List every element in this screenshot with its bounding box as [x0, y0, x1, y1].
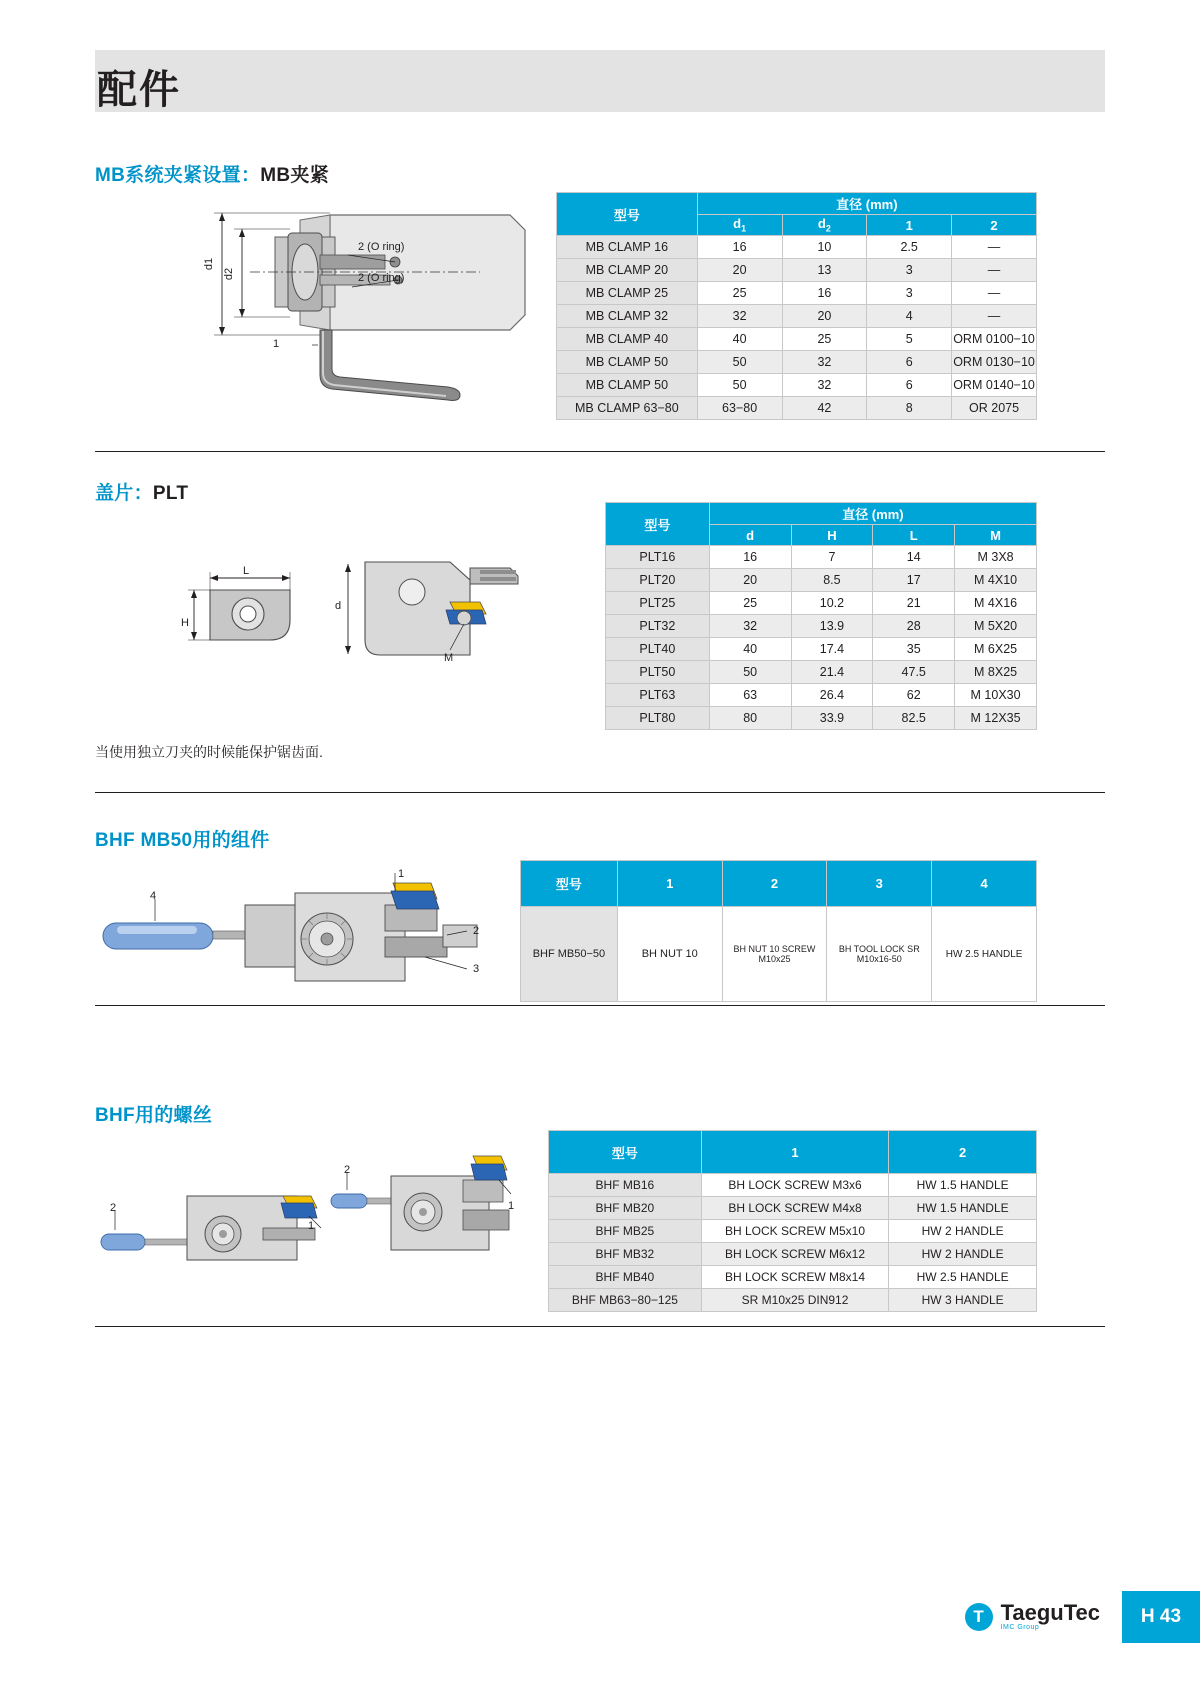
cell: 28	[873, 615, 955, 638]
section-title-mb-clamp-dark: MB夹紧	[260, 165, 329, 186]
mb-th-d2: $d_2$	[782, 215, 867, 236]
screw-th-1: 1	[701, 1131, 889, 1174]
cell: HW 2.5 HANDLE	[889, 1266, 1037, 1289]
label-plt-M: M	[444, 652, 454, 664]
bhf50-th-2: 2	[722, 861, 827, 907]
cell: 6	[867, 374, 952, 397]
cell: 25	[709, 592, 791, 615]
cell-model: MB CLAMP 40	[557, 328, 698, 351]
divider-3	[95, 1005, 1105, 1006]
mb-clamp-diagram	[180, 195, 540, 430]
cell: 25	[782, 328, 867, 351]
cell: HW 2 HANDLE	[889, 1220, 1037, 1243]
cell: 35	[873, 638, 955, 661]
label-plt-H: H	[181, 617, 189, 629]
cell: 5	[867, 328, 952, 351]
cell: M 12X35	[955, 707, 1037, 730]
section-title-plt	[95, 478, 188, 505]
bhf-screw-diagram	[95, 1150, 545, 1290]
label-bhf-three: 3	[473, 963, 480, 975]
table-row	[549, 1220, 1037, 1243]
label-d2: d2	[223, 267, 236, 281]
cell: BH TOOL LOCK SR M10x16-50	[827, 907, 932, 1002]
brand-name: TaeguTec	[1000, 1600, 1100, 1625]
cell: M 3X8	[955, 546, 1037, 569]
screw-th-2: 2	[889, 1131, 1037, 1174]
cell-model: BHF MB16	[549, 1174, 702, 1197]
cell: ORM 0130−10	[952, 351, 1037, 374]
cell: 32	[782, 374, 867, 397]
table-row	[606, 546, 1037, 569]
cell: BH LOCK SCREW M6x12	[701, 1243, 889, 1266]
section-title-bhf-mb50: BHF MB50用的组件	[95, 830, 270, 851]
cell: 8.5	[791, 569, 873, 592]
cell: M 8X25	[955, 661, 1037, 684]
cell-model: PLT40	[606, 638, 710, 661]
table-row	[557, 305, 1037, 328]
cell: BH LOCK SCREW M4x8	[701, 1197, 889, 1220]
cell: 10.2	[791, 592, 873, 615]
cell: 13.9	[791, 615, 873, 638]
section-title-mb-clamp-blue: MB系统夹紧设置：	[95, 165, 261, 186]
cell: 42	[782, 397, 867, 420]
cell: 16	[697, 236, 782, 259]
table-row	[606, 592, 1037, 615]
plt-th-M: M	[955, 525, 1037, 546]
cell: HW 2.5 HANDLE	[932, 907, 1037, 1002]
cell: SR M10x25 DIN912	[701, 1289, 889, 1312]
cell: 17	[873, 569, 955, 592]
cell: M 4X16	[955, 592, 1037, 615]
cell-model: BHF MB63−80−125	[549, 1289, 702, 1312]
label-d1: d1	[203, 257, 216, 271]
section-title-plt-dark: PLT	[152, 483, 189, 504]
cell: BH LOCK SCREW M8x14	[701, 1266, 889, 1289]
mb-th-2: 2	[952, 215, 1037, 236]
cell: M 6X25	[955, 638, 1037, 661]
cell: —	[952, 305, 1037, 328]
table-row	[606, 615, 1037, 638]
cell: HW 2 HANDLE	[889, 1243, 1037, 1266]
cell-model: MB CLAMP 20	[557, 259, 698, 282]
cell: 6	[867, 351, 952, 374]
cell: 32	[697, 305, 782, 328]
section-title-plt-blue: 盖片：	[95, 483, 153, 504]
mb-clamp-table	[556, 192, 1037, 420]
cell: BH NUT 10 SCREW M10x25	[722, 907, 827, 1002]
table-row	[521, 907, 1037, 1002]
bhf50-th-model: 型号	[521, 861, 618, 907]
page-number-tab: H 43	[1122, 1591, 1200, 1643]
label-screw-one-left: 1	[308, 1220, 315, 1232]
cell-model: PLT25	[606, 592, 710, 615]
label-screw-one-right: 1	[508, 1200, 515, 1212]
cell: 20	[709, 569, 791, 592]
cell: 62	[873, 684, 955, 707]
table-row	[549, 1174, 1037, 1197]
divider-2	[95, 792, 1105, 793]
cell: OR 2075	[952, 397, 1037, 420]
footer-logo	[965, 1602, 1100, 1631]
bhf-mb50-table	[520, 860, 1037, 1002]
bhf50-th-1: 1	[617, 861, 722, 907]
divider-1	[95, 451, 1105, 452]
table-row	[606, 661, 1037, 684]
cell-model: PLT16	[606, 546, 710, 569]
cell-model: BHF MB32	[549, 1243, 702, 1266]
cell-model: MB CLAMP 25	[557, 282, 698, 305]
table-row	[606, 638, 1037, 661]
cell: 32	[782, 351, 867, 374]
cell: 25	[697, 282, 782, 305]
header-band	[95, 50, 1105, 112]
cell-model: MB CLAMP 63−80	[557, 397, 698, 420]
table-row	[557, 351, 1037, 374]
label-plt-d: d	[335, 600, 342, 612]
label-bhf-two: 2	[473, 925, 480, 937]
table-row	[606, 684, 1037, 707]
cell: M 4X10	[955, 569, 1037, 592]
table-row	[557, 374, 1037, 397]
label-bhf-four: 4	[150, 890, 157, 902]
table-row	[549, 1266, 1037, 1289]
brand-subtitle: IMC Group	[1000, 1624, 1040, 1631]
plt-diagram	[150, 540, 570, 700]
label-screw-two-left: 2	[110, 1202, 117, 1214]
cell: 82.5	[873, 707, 955, 730]
cell: HW 3 HANDLE	[889, 1289, 1037, 1312]
cell-model: BHF MB50−50	[521, 907, 618, 1002]
table-row	[549, 1289, 1037, 1312]
mb-th-d1: $d_1$	[697, 215, 782, 236]
label-plt-L: L	[243, 565, 250, 577]
cell: 3	[867, 259, 952, 282]
label-mb-one: 1	[273, 338, 280, 350]
cell-model: PLT32	[606, 615, 710, 638]
cell: 3	[867, 282, 952, 305]
table-row	[557, 259, 1037, 282]
table-row	[557, 328, 1037, 351]
cell: 26.4	[791, 684, 873, 707]
cell: HW 1.5 HANDLE	[889, 1174, 1037, 1197]
cell: 13	[782, 259, 867, 282]
bhf50-th-3: 3	[827, 861, 932, 907]
cell: BH LOCK SCREW M3x6	[701, 1174, 889, 1197]
cell: 47.5	[873, 661, 955, 684]
mb-th-model: 型号	[557, 193, 698, 236]
cell: 33.9	[791, 707, 873, 730]
plt-th-L: L	[873, 525, 955, 546]
cell: HW 1.5 HANDLE	[889, 1197, 1037, 1220]
cell: 80	[709, 707, 791, 730]
plt-th-group: 直径 (mm)	[709, 503, 1036, 525]
page-title: 配件	[97, 68, 181, 112]
cell-model: PLT20	[606, 569, 710, 592]
label-oring-bottom: 2 (O ring)	[358, 272, 405, 284]
cell: 14	[873, 546, 955, 569]
cell-model: PLT80	[606, 707, 710, 730]
cell: 32	[709, 615, 791, 638]
cell: 21	[873, 592, 955, 615]
plt-table	[605, 502, 1037, 730]
cell: 40	[709, 638, 791, 661]
cell-model: MB CLAMP 32	[557, 305, 698, 328]
table-row	[606, 707, 1037, 730]
plt-note: 当使用独立刀夹的时候能保护锯齿面.	[95, 744, 323, 760]
table-row	[557, 236, 1037, 259]
screw-th-model: 型号	[549, 1131, 702, 1174]
label-bhf-one: 1	[398, 868, 405, 880]
cell: 20	[782, 305, 867, 328]
table-row	[557, 397, 1037, 420]
cell: 7	[791, 546, 873, 569]
divider-4	[95, 1326, 1105, 1327]
cell: 4	[867, 305, 952, 328]
cell: 20	[697, 259, 782, 282]
section-title-bhf-screw: BHF用的螺丝	[95, 1105, 213, 1126]
cell: 63−80	[697, 397, 782, 420]
cell: —	[952, 236, 1037, 259]
cell: 63	[709, 684, 791, 707]
cell: 10	[782, 236, 867, 259]
table-row	[549, 1243, 1037, 1266]
cell-model: BHF MB20	[549, 1197, 702, 1220]
cell-model: BHF MB40	[549, 1266, 702, 1289]
plt-th-d: d	[709, 525, 791, 546]
cell: BH NUT 10	[617, 907, 722, 1002]
section-title-mb-clamp	[95, 160, 329, 187]
cell-model: MB CLAMP 50	[557, 374, 698, 397]
cell: M 10X30	[955, 684, 1037, 707]
taegutec-logo-icon: T	[965, 1603, 993, 1631]
cell-model: MB CLAMP 50	[557, 351, 698, 374]
cell-model: PLT50	[606, 661, 710, 684]
cell: BH LOCK SCREW M5x10	[701, 1220, 889, 1243]
table-row	[557, 282, 1037, 305]
label-screw-two-right: 2	[344, 1164, 351, 1176]
cell: M 5X20	[955, 615, 1037, 638]
cell-model: BHF MB25	[549, 1220, 702, 1243]
cell: 50	[697, 351, 782, 374]
cell: 16	[782, 282, 867, 305]
plt-th-model: 型号	[606, 503, 710, 546]
cell-model: PLT63	[606, 684, 710, 707]
mb-th-group: 直径 (mm)	[697, 193, 1036, 215]
cell: 17.4	[791, 638, 873, 661]
cell: 8	[867, 397, 952, 420]
cell: ORM 0100−10	[952, 328, 1037, 351]
cell: 40	[697, 328, 782, 351]
cell: 16	[709, 546, 791, 569]
cell: 50	[697, 374, 782, 397]
cell: 50	[709, 661, 791, 684]
table-row	[549, 1197, 1037, 1220]
cell: —	[952, 259, 1037, 282]
cell-model: MB CLAMP 16	[557, 236, 698, 259]
cell: —	[952, 282, 1037, 305]
bhf50-th-4: 4	[932, 861, 1037, 907]
plt-th-H: H	[791, 525, 873, 546]
cell: 21.4	[791, 661, 873, 684]
cell: 2.5	[867, 236, 952, 259]
label-oring-top: 2 (O ring)	[358, 241, 405, 253]
mb-th-1: 1	[867, 215, 952, 236]
bhf-screw-table	[548, 1130, 1037, 1312]
table-row	[606, 569, 1037, 592]
cell: ORM 0140−10	[952, 374, 1037, 397]
